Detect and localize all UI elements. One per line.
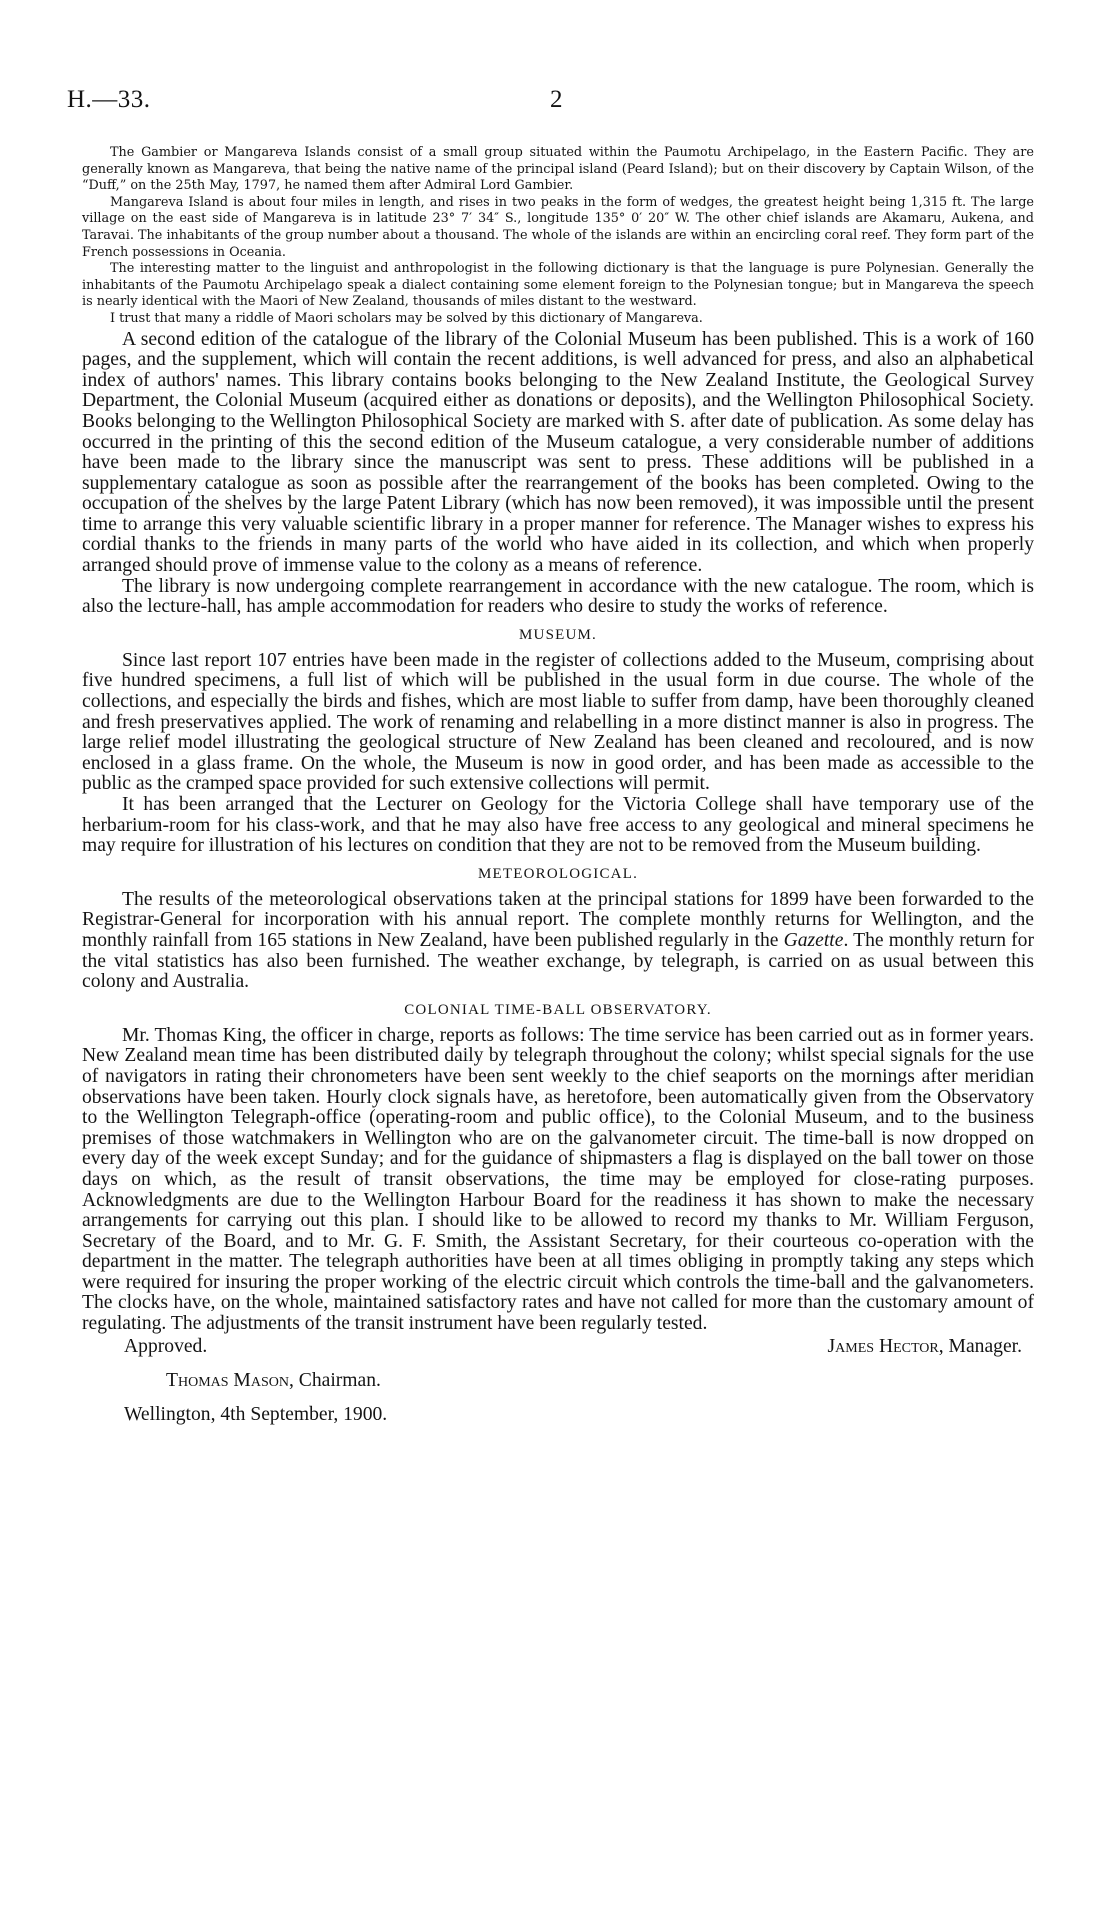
museum-section xyxy=(82,627,1034,857)
museum-paragraph: Since last report 107 entries have been made in the register of collections added to the Museum, comprising about five hundred specimens, a full list of which will be published in the usual form in due course. The whole of the collections, and especially the birds and fishes, which are most liable to suffer from damp, have been thoroughly cleaned and fresh preservatives applied. The work of renaming and relabelling in a more distinct manner is also in progress. The large relief model illustrating the geological structure of New Zealand has been cleaned and recoloured, and is now enclosed in a glass frame. On the whole, the Museum is now in good order, and has been made as accessible to the public as the cramped space provided for such extensive collections will permit. xyxy=(82,649,1034,795)
document-reference: H.—33. xyxy=(67,86,151,113)
observatory-paragraph: Mr. Thomas King, the officer in charge, reports as follows: The time service has been carried out as in former years. New Zealand mean time has been distributed daily by telegraph throughout the colony; whilst special signals for the use of navigators in rating their chronometers have been sent weekly to the chief seaports on the mornings after meridian observations have been taken. Hourly clock signals have, as heretofore, been automatically given from the Observatory to the Wellington Telegraph-office (operating-room and public office), to the Colonial Museum, and to the business premises of those watchmakers in Wellington who are on the galvanometer circuit. The time-ball is now dropped on every day of the week except Sunday; and for the guidance of shipmasters a flag is displayed on the ball tower on those days on which, as the result of transit observations, the time may be employed for close-rating purposes. Acknowledgments are due to the Wellington Harbour Board for the readiness it has shown to make the necessary arrangements for carrying out this plan. I should like to be allowed to record my thanks to Mr. William Ferguson, Secretary of the Board, and to Mr. G. F. Smith, the Assistant Secretary, for their courteous co-operation with the department in the matter. The telegraph authorities have been at all times obliging in promptly taking any steps which were required for insuring the proper working of the electric circuit which controls the time-ball and the galvanometers. The clocks have, on the whole, maintained satisfactory rates and have not called for more than the customary amount of regulating. The adjustments of the transit instrument have been regularly tested. xyxy=(82,1024,1034,1335)
library-section xyxy=(82,330,1034,618)
meteorological-text: The results of the meteorological observations taken at the principal stations for 1899 have been forwarded to the Registrar-General for incorporation with his annual report. The complete monthly returns for Wellington, and the monthly rainfall from 165 stations in New Zealand, have been published regularly in the xyxy=(82,888,1034,951)
chairman-name: Thomas Mason xyxy=(166,1369,289,1391)
mangareva-introduction xyxy=(82,145,1034,328)
intro-paragraph: The interesting matter to the linguist and anthropologist in the following dictionary is that the language is pure Polynesian. Generally the inhabitants of the Paumotu Archipelago speak a dialect containing some element foreign to the Polynesian tongue; but in Mangareva the speech is nearly identical with the Maori of New Zealand, thousands of miles distant to the westward. xyxy=(82,261,1034,310)
chairman-signature xyxy=(166,1371,381,1392)
approved-label: Approved. xyxy=(124,1335,208,1357)
dateline: Wellington, 4th September, 1900. xyxy=(124,1403,388,1425)
library-paragraph: A second edition of the catalogue of the library of the Colonial Museum has been published. This is a work of 160 pages, and the supplement, which will contain the recent additions, is well advanced for press, and also an alphabetical index of authors' names. This library contains books belonging to the New Zealand Institute, the Geological Survey Department, the Colonial Museum (acquired either as donations or deposits), and the Wellington Philosophical Society. Books belonging to the Wellington Philosophical Society are marked with S. after date of publication. As some delay has occurred in the printing of this the second edition of the Museum catalogue, a very considerable number of additions have been made to the library since the manuscript was sent to press. These additions will be published in a supplementary catalogue as soon as possible after the rearrangement of the books has been completed. Owing to the occupation of the shelves by the large Patent Library (which has now been removed), it was impossible until the present time to arrange this very valuable scientific library in a proper manner for reference. The Manager wishes to express his cordial thanks to the friends in many parts of the world who have aided in its collection, and which when properly arranged should prove of immense value to the colony as a means of reference. xyxy=(82,328,1034,577)
page-number: 2 xyxy=(550,86,563,113)
chairman-title: , Chairman. xyxy=(288,1369,381,1391)
observatory-heading: COLONIAL TIME-BALL OBSERVATORY. xyxy=(404,1001,712,1018)
manager-signature xyxy=(828,1337,1022,1358)
museum-paragraph: It has been arranged that the Lecturer on Geology for the Victoria College shall have temporary use of the herbarium-room for his class-work, and that he may also have free access to any geological and mineral specimens he may require for illustration of his lectures on condition that they are not to be removed from the Museum building. xyxy=(82,794,1034,857)
page-body xyxy=(82,145,1034,1437)
manager-name: James Hector xyxy=(827,1335,939,1357)
museum-heading: MUSEUM. xyxy=(519,626,597,643)
meteorological-heading: METEOROLOGICAL. xyxy=(477,865,639,882)
intro-paragraph: Mangareva Island is about four miles in length, and rises in two peaks in the form of wedges, the greatest height being 1,315 ft. The large village on the east side of Mangareva is in latitude 23° 7′ 34″ S., longitude 135° 0′ 20″ W. The other chief islands are Akamaru, Aukena, and Taravai. The inhabitants of the group number about a thousand. The whole of the islands are within an encircling coral reef. They form part of the French possessions in Oceania. xyxy=(82,194,1034,260)
manager-title: , Manager. xyxy=(938,1335,1022,1357)
library-paragraph: The library is now undergoing complete rearrangement in accordance with the new catalogue. The room, which is also the lecture-hall, has ample accommodation for readers who desire to study the works of reference. xyxy=(82,575,1034,618)
intro-paragraph: The Gambier or Mangareva Islands consist of a small group situated within the Paumotu Archipelago, in the Eastern Pacific. They are generally known as Mangareva, that being the native name of the principal island (Peard Island); but on their discovery by Captain Wilson, of the “Duff,” on the 25th May, 1797, he named them after Admiral Lord Gambier. xyxy=(82,145,1034,194)
gazette-title: Gazette xyxy=(783,929,844,951)
observatory-section xyxy=(82,1002,1034,1335)
signoff xyxy=(82,1337,1034,1437)
meteorological-paragraph xyxy=(82,890,1034,993)
intro-paragraph: I trust that many a riddle of Maori scholars may be solved by this dictionary of Mangareva. xyxy=(110,310,703,326)
meteorological-text-end: . The monthly return for the vital statistics has also been furnished. The weather exchange, by telegraph, is carried on as usual between this colony and Australia. xyxy=(82,929,1034,993)
meteorological-section xyxy=(82,866,1034,993)
